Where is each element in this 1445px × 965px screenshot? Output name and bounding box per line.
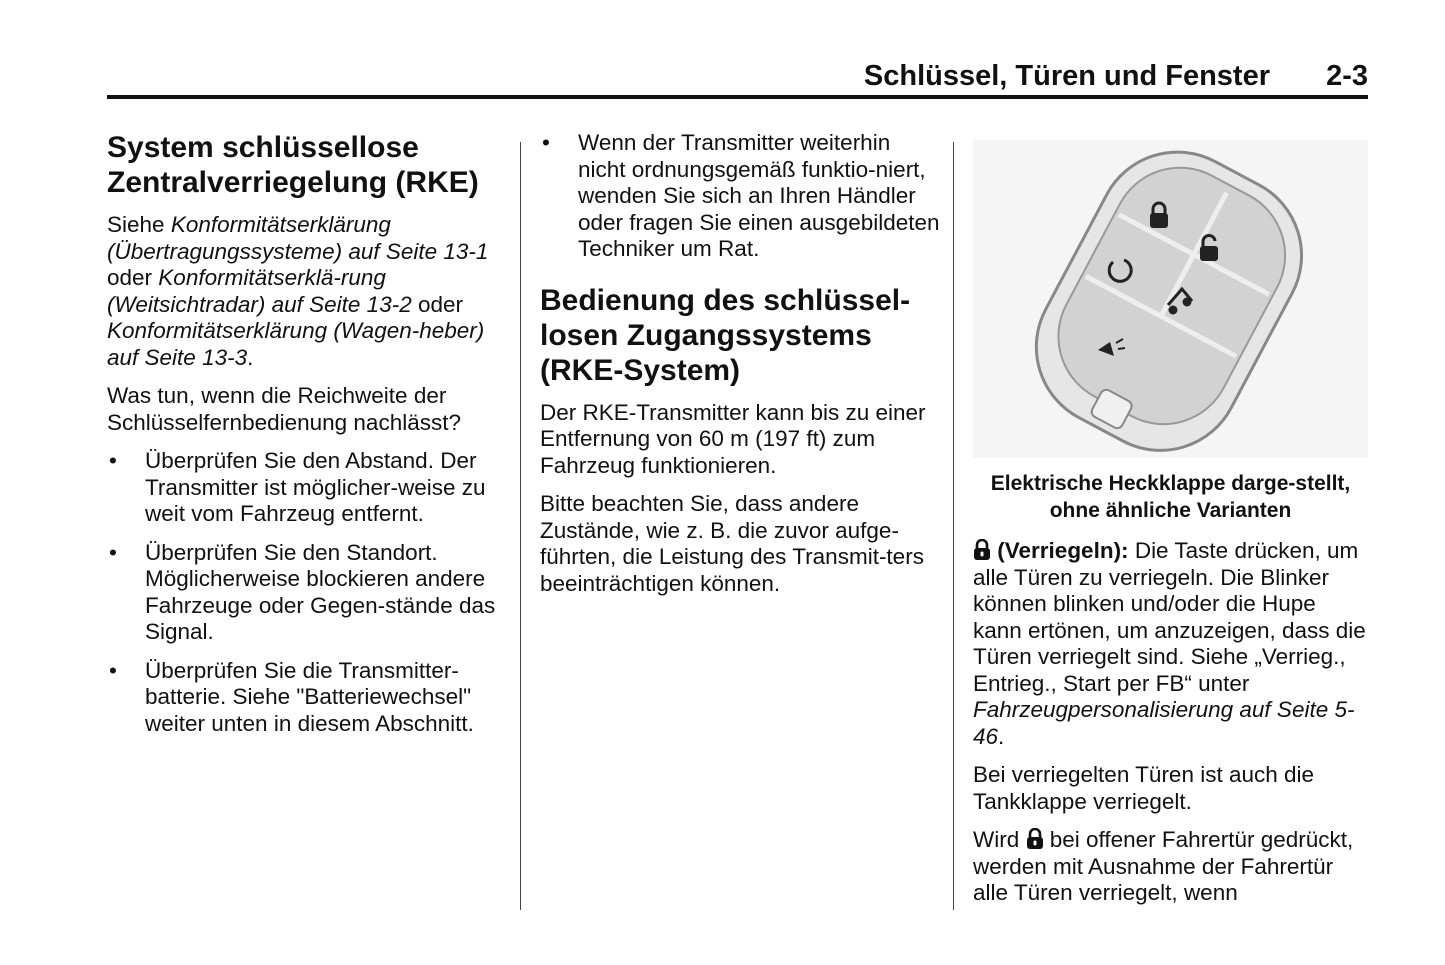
paragraph: Bei verriegelten Türen ist auch die Tankklappe verriegelt. <box>973 762 1315 814</box>
paragraph-text: Wird <box>973 827 1026 852</box>
page-number: 2-3 <box>1326 60 1368 92</box>
lock-paragraph <box>973 538 1368 750</box>
paragraph <box>973 827 1368 907</box>
paragraph-text: bei offener Fahrertür gedrückt, werden mit Ausnahme der Fahrertür alle Türen verriegelt, wenn <box>973 827 1354 905</box>
intro-or: oder <box>107 265 159 290</box>
column-divider <box>953 142 954 910</box>
lock-icon <box>1026 828 1044 850</box>
lock-text-end: . <box>998 723 1005 749</box>
list-item-text: Überprüfen Sie den Standort. Möglicherweise blockieren andere Fahrzeuge oder Gegen-stände das Signal. <box>145 539 496 644</box>
lock-icon <box>973 539 991 561</box>
paragraph: Der RKE-Transmitter kann bis zu einer Entfernung von 60 m (197 ft) zum Fahrzeug funktionieren. <box>540 399 926 478</box>
lock-label: (Verriegeln): <box>997 538 1129 563</box>
intro-suffix: . <box>247 344 254 370</box>
intro-prefix: Siehe <box>107 212 171 237</box>
reference-link[interactable]: Fahrzeugpersonalisierung auf Seite 5-46 <box>973 697 1355 749</box>
paragraph: Bitte beachten Sie, dass andere Zustände, wie z. B. die zuvor aufge-führten, die Leistung des Transmit-ters beeinträchtigen können. <box>540 491 924 596</box>
bullet-symbol: • <box>109 657 117 683</box>
column-right <box>973 140 1368 919</box>
list-item-text: Überprüfen Sie die Transmitter-batterie. Siehe "Batteriewechsel" weiter unten in diesem Abschnitt. <box>145 657 474 736</box>
intro-or: oder <box>411 291 464 317</box>
list-item <box>107 658 507 738</box>
reference-link[interactable]: Konformitätserklärung (Übertragungssysteme) auf Seite 13-1 <box>107 212 489 264</box>
list-item <box>540 130 940 263</box>
header-rule <box>107 95 1368 99</box>
column-left <box>107 130 507 749</box>
reference-link[interactable]: Konformitätserklärung (Wagen-heber) auf Seite 13-3 <box>107 318 485 370</box>
bullet-symbol: • <box>109 448 117 473</box>
key-fob-illustration <box>973 140 1368 458</box>
bullet-symbol: • <box>542 130 550 155</box>
lock-text: Die Taste drücken, um alle Türen zu verriegeln. Die Blinker können blinken und/oder die Hupe kann ertönen, um anzuzeigen, dass die Türen verriegelt sind. Siehe „Verrieg., Entrieg., Start per FB“ unter <box>973 538 1366 696</box>
intro-paragraph <box>107 212 507 371</box>
figure-caption: Elektrische Heckklappe darge-stellt, ohne ähnliche Varianten <box>990 472 1351 522</box>
page-header <box>107 60 1368 96</box>
section-heading: System schlüssellose Zentralverriegelung (RKE) <box>107 131 479 199</box>
reference-link[interactable]: Konformitätserklä-rung (Weitsichtradar) auf Seite 13-2 <box>107 265 412 317</box>
section-heading: Bedienung des schlüssel-losen Zugangssystems (RKE-System) <box>540 283 911 387</box>
question-paragraph: Was tun, wenn die Reichweite der Schlüsselfernbedienung nachlässt? <box>107 383 461 435</box>
section-title: Schlüssel, Türen und Fenster <box>863 60 1270 92</box>
list-item <box>107 540 507 646</box>
list-item-text: Wenn der Transmitter weiterhin nicht ordnungsgemäß funktio-niert, wenden Sie sich an Ihren Händler oder fragen Sie einen ausgebildeten Techniker um Rat. <box>578 130 940 261</box>
bullet-symbol: • <box>109 539 117 565</box>
list-item-text: Überprüfen Sie den Abstand. Der Transmitter ist möglicher-weise zu weit vom Fahrzeug entfernt. <box>145 448 486 526</box>
column-divider <box>520 142 521 910</box>
column-middle <box>540 130 940 609</box>
list-item <box>107 448 507 528</box>
